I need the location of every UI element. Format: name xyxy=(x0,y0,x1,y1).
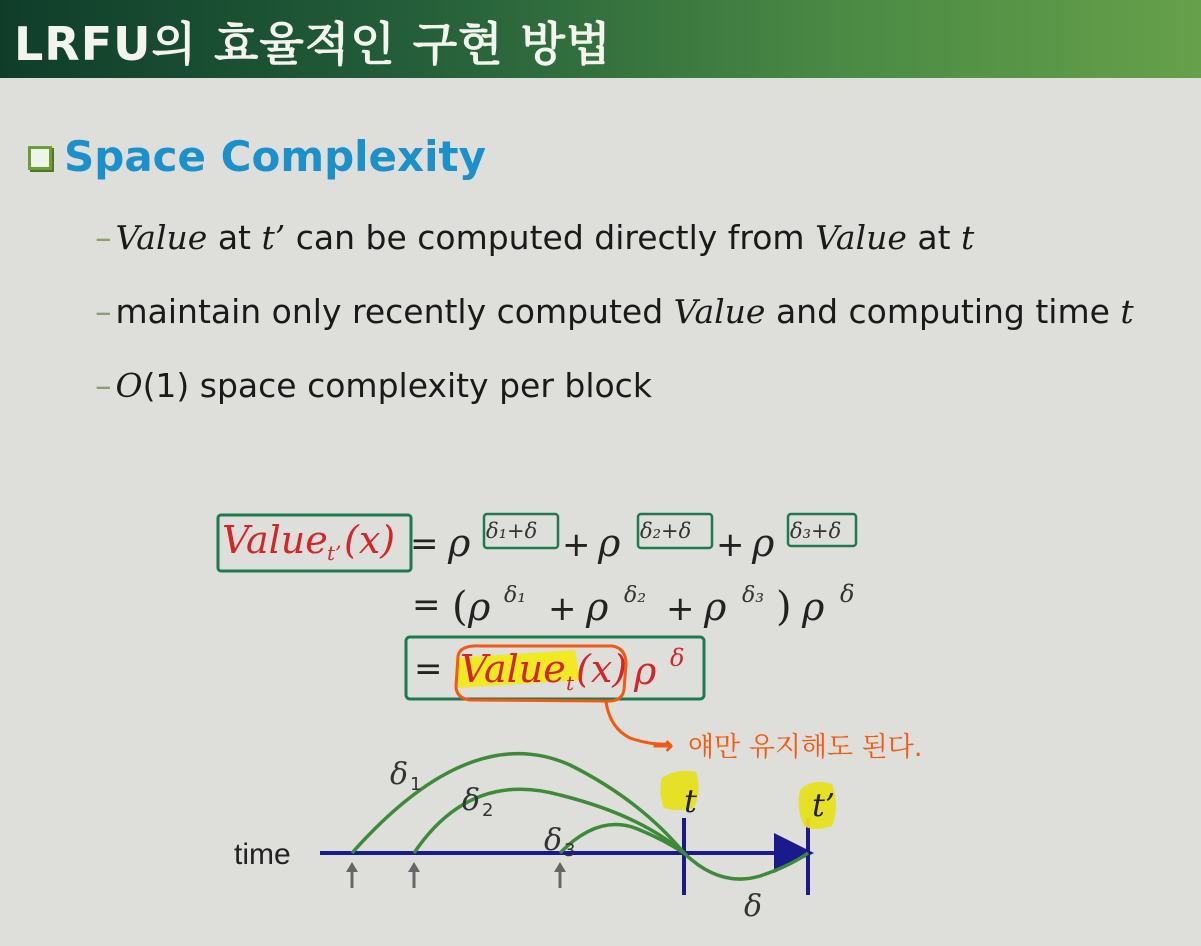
formula-lhs-arg: (x) xyxy=(344,518,396,562)
formula-exponent: δ₂ xyxy=(624,583,647,608)
up-arrow-icon xyxy=(408,862,420,872)
handwritten-annotation xyxy=(606,702,922,763)
delta2-label: δ xyxy=(462,783,481,818)
delta1-label: δ xyxy=(390,757,409,792)
result-rho: ρ xyxy=(634,649,657,693)
bullet-item: – Value at t’ can be computed directly from Value at t xyxy=(95,218,975,257)
delta-label: δ xyxy=(744,889,763,924)
formula-exponent: δ₂+δ xyxy=(640,519,692,543)
result-arg: (x) xyxy=(576,647,628,691)
time-axis-label: time xyxy=(234,838,291,871)
up-arrow-icon xyxy=(346,862,358,872)
formula-paren-open: ( xyxy=(452,584,468,630)
formula-exponent: δ xyxy=(840,580,855,608)
formula-line-2 xyxy=(412,580,854,630)
timeline-diagram xyxy=(234,754,836,924)
delta-curve xyxy=(684,853,808,879)
formula-line-3 xyxy=(406,637,704,701)
result-value: Value xyxy=(460,647,566,691)
formula-equals: = xyxy=(410,524,439,564)
formula-exponent: δ₃+δ xyxy=(790,519,842,543)
slide-title: LRFU의 효율적인 구현 방법 xyxy=(14,17,612,71)
formula-plus: + xyxy=(562,525,591,565)
section-title: Space Complexity xyxy=(64,132,486,181)
formula-rho: ρ xyxy=(752,521,775,565)
formula-exponent: δ₃ xyxy=(742,583,765,608)
formula-equals: = xyxy=(412,585,441,625)
formula-exponent: δ₁ xyxy=(504,583,527,608)
t-prime-label: t’ xyxy=(812,786,836,824)
result-subscript: t xyxy=(566,671,575,695)
formula-plus: + xyxy=(716,525,745,565)
up-arrow-icon xyxy=(554,862,566,872)
formula-rho: ρ xyxy=(468,585,491,629)
annotation-arrowhead: → xyxy=(652,731,674,761)
formula-equals: = xyxy=(414,649,443,689)
formula-paren-close: ) xyxy=(776,584,792,630)
delta3-subscript: 3 xyxy=(564,840,576,861)
formula-rho: ρ xyxy=(598,521,621,565)
formula-rho: ρ xyxy=(802,585,825,629)
formula-plus: + xyxy=(548,589,577,629)
delta2-subscript: 2 xyxy=(482,800,494,821)
delta3-label: δ xyxy=(544,823,563,858)
formula-rho: ρ xyxy=(586,585,609,629)
formula-rho: ρ xyxy=(448,521,471,565)
formula-lhs-value: Value xyxy=(222,518,328,562)
bullet-item: – O(1) space complexity per block xyxy=(95,366,652,405)
t-label: t xyxy=(684,782,697,820)
formula-lhs-subscript: t’ xyxy=(327,541,342,565)
delta1-subscript: 1 xyxy=(410,774,422,795)
formula-line-1 xyxy=(218,514,856,571)
bullet-item: – maintain only recently computed Value and computing time t xyxy=(95,292,1134,331)
formula-rho: ρ xyxy=(704,585,727,629)
formula-exponent: δ₁+δ xyxy=(486,519,538,543)
annotation-text: 얘만 유지해도 된다. xyxy=(688,732,923,763)
result-exponent: δ xyxy=(670,644,685,672)
formula-plus: + xyxy=(666,589,695,629)
